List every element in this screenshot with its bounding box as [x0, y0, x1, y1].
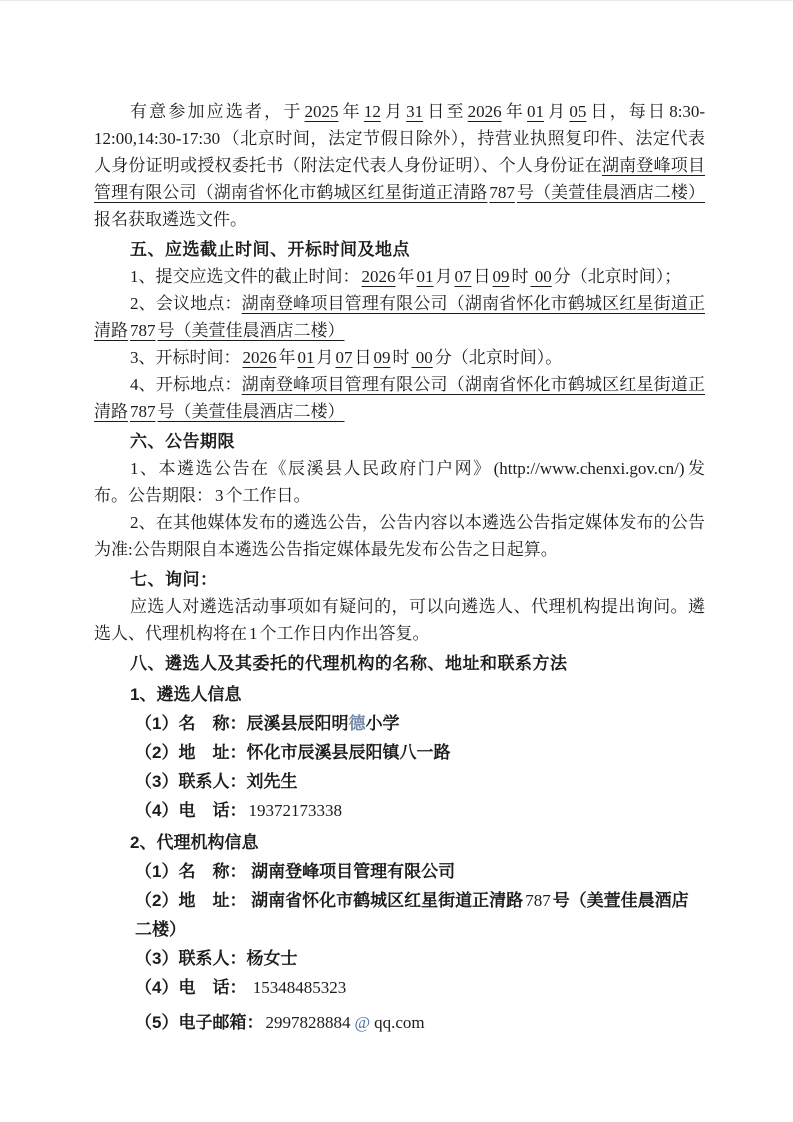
agency-name-line — [94, 857, 705, 886]
deadline-hour: 09 — [492, 267, 510, 286]
selector-phone-number: 19372173338 — [248, 801, 342, 820]
bid-opening-location-item — [94, 371, 705, 425]
text-segment: 分（北京时间）。 — [434, 348, 563, 367]
submission-deadline-item — [94, 263, 705, 290]
text-segment: 年 — [397, 267, 415, 286]
text-segment: 分（北京时间）； — [553, 267, 682, 286]
text-segment: 月 — [546, 102, 568, 121]
text-segment: 七、询问： — [130, 570, 218, 589]
agency-address-line — [94, 886, 705, 944]
text-segment: 3、开标时间： — [130, 348, 241, 367]
end-year: 2026 — [467, 102, 502, 121]
text-segment: 有意参加应选者，于 — [130, 102, 303, 121]
selector-name-line — [94, 709, 705, 738]
meeting-location-item — [94, 290, 705, 344]
text-segment: 2、代理机构信息 — [130, 833, 259, 852]
opening-hour: 09 — [373, 348, 391, 367]
deadline-month: 01 — [416, 267, 434, 286]
text-segment: （1）名 称：辰溪县辰阳明 — [135, 714, 349, 733]
meeting-location-underlined: 湖南登峰项目管理有限公司（湖南省怀化市鹤城区红星街道正清路 — [94, 294, 706, 340]
selector-info-subheading — [94, 680, 705, 709]
street-number: 787 — [130, 402, 156, 421]
agency-phone-number: 15348485323 — [248, 978, 347, 997]
start-day: 31 — [406, 102, 424, 121]
text-segment: 日至 — [425, 102, 466, 121]
end-day: 05 — [569, 102, 587, 121]
text-segment: 日 — [473, 267, 491, 286]
text-segment: 月 — [382, 102, 405, 121]
email-domain: qq.com — [374, 1013, 425, 1032]
street-number: 787 — [525, 891, 551, 910]
text-segment: （1）名 称： 湖南登峰项目管理有限公司 — [135, 862, 456, 881]
scan-artifact-character: 德 — [348, 714, 366, 733]
text-segment: 1、提交应选文件的截止时间： — [130, 267, 360, 286]
text-segment: 八、遴选人及其委托的代理机构的名称、地址和联系方法 — [130, 654, 568, 673]
text-segment: 应选人对遴选活动事项如有疑问的，可以向遴选人、代理机构提出询问。遴选人、代理机构将在 — [94, 597, 705, 643]
street-number: 787 — [489, 183, 515, 202]
text-segment: （2）地 址： 湖南省怀化市鹤城区红星街道正清路 — [135, 891, 524, 910]
website-url: (http://www.chenxi.gov.cn/) — [493, 459, 685, 478]
text-segment: 4、开标地点： — [130, 375, 242, 394]
text-segment: 报名获取遴选文件。 — [94, 210, 247, 229]
section-8-heading — [94, 650, 705, 677]
hotel-floor-underlined: 号（美萱佳晨酒店二楼） — [516, 183, 706, 202]
text-segment: 发布。公告期限： — [94, 459, 706, 505]
agency-email-line — [94, 1008, 705, 1037]
deadline-year: 2026 — [361, 267, 396, 286]
announcement-media-item — [94, 455, 705, 509]
text-segment: 年 — [340, 102, 362, 121]
text-segment: 年 — [503, 102, 526, 121]
opening-year: 2026 — [242, 348, 277, 367]
email-local-part: 2997828884 — [265, 1013, 351, 1032]
section-7-heading — [94, 566, 705, 593]
period-days: 3 — [215, 486, 224, 505]
text-segment: （5）电子邮箱： — [135, 1013, 264, 1032]
text-segment: 五、应选截止时间、开标时间及地点 — [130, 240, 410, 259]
text-segment: 2、在其他媒体发布的遴选公告，公告内容以本遴选公告指定媒体发布的公告为准:公告期限自本遴选公告指定媒体最先发布公告之日起算。 — [94, 513, 705, 559]
text-segment: 时 — [511, 267, 529, 286]
text-segment: （北京时间，法定节假日除外），持营业执照复印件、法定代表人身份证明或授权委托书（附法定代表人身份证明）、个人身份证在 — [94, 129, 705, 175]
inquiry-paragraph — [94, 593, 705, 647]
text-segment: （4）电 话： — [135, 801, 247, 820]
agency-phone-line — [94, 973, 705, 1002]
registration-intro-paragraph — [94, 98, 705, 233]
opening-minute: 00 — [411, 348, 433, 367]
daily-hours: 8:30-12:00,14:30-17:30 — [94, 102, 706, 148]
text-segment: （3）联系人：刘先生 — [135, 772, 298, 791]
text-segment: 时 — [392, 348, 410, 367]
end-month: 01 — [527, 102, 545, 121]
text-segment: 2、会议地点： — [130, 294, 242, 313]
agency-contact-person-line — [94, 944, 705, 973]
hotel-floor-underlined: 号（美萱佳晨酒店二楼） — [157, 321, 345, 340]
text-segment: 个工作日内作出答复。 — [259, 624, 430, 643]
document-body — [94, 98, 705, 1037]
selector-address-line — [94, 738, 705, 767]
opening-day: 07 — [335, 348, 353, 367]
agency-name-address-underlined: 湖南登峰项目管理有限公司（湖南省怀化市鹤城区红星街道正清路 — [94, 156, 706, 202]
text-segment: （2）地 址：怀化市辰溪县辰阳镇八一路 — [135, 743, 451, 762]
section-6-heading — [94, 428, 705, 455]
deadline-day: 07 — [454, 267, 472, 286]
deadline-minute: 00 — [530, 267, 552, 286]
email-at-symbol: @ — [354, 1013, 371, 1032]
text-segment: 月 — [435, 267, 453, 286]
text-segment: 月 — [316, 348, 334, 367]
text-segment: 年 — [278, 348, 296, 367]
reply-days: 1 — [249, 624, 258, 643]
text-segment: 1、遴选人信息 — [130, 685, 242, 704]
opening-location-underlined: 湖南登峰项目管理有限公司（湖南省怀化市鹤城区红星街道正清路 — [94, 375, 706, 421]
agency-info-subheading — [94, 828, 705, 857]
opening-month: 01 — [297, 348, 315, 367]
text-segment: 1、本遴选公告在《辰溪县人民政府门户网》 — [130, 459, 492, 478]
section-5-heading — [94, 236, 705, 263]
text-segment: （3）联系人：杨女士 — [135, 949, 298, 968]
text-segment: （4）电 话： — [135, 978, 247, 997]
announcement-period-item — [94, 509, 705, 563]
text-segment: 日 — [354, 348, 372, 367]
text-segment: 六、公告期限 — [130, 432, 235, 451]
selector-contact-person-line — [94, 767, 705, 796]
street-number: 787 — [130, 321, 156, 340]
bid-opening-time-item — [94, 344, 705, 371]
text-segment: 号（美萱佳晨酒店二楼） — [135, 891, 689, 939]
start-month: 12 — [363, 102, 381, 121]
hotel-floor-underlined: 号（美萱佳晨酒店二楼） — [157, 402, 345, 421]
text-segment: 小学 — [365, 714, 400, 733]
text-segment: 日，每日 — [588, 102, 668, 121]
start-year: 2025 — [304, 102, 339, 121]
selector-phone-line — [94, 796, 705, 825]
text-segment: 个工作日。 — [225, 486, 311, 505]
